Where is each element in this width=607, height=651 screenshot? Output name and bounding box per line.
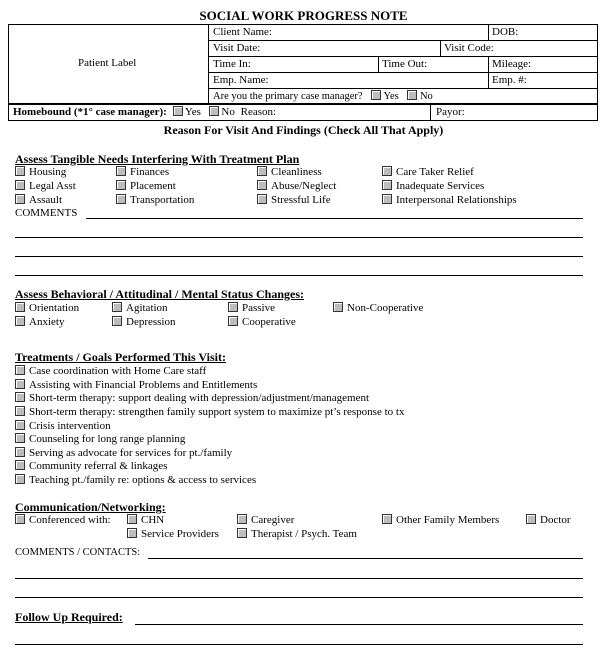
contacts-line[interactable]: [15, 597, 583, 598]
form-title: SOCIAL WORK PROGRESS NOTE: [199, 8, 408, 23]
homebound-yes-checkbox[interactable]: [173, 106, 183, 116]
option-label: Doctor: [540, 514, 571, 526]
stressful-life-checkbox[interactable]: [257, 194, 267, 204]
emp-name-field[interactable]: Emp. Name:: [213, 74, 269, 86]
other-family-checkbox[interactable]: [382, 514, 392, 524]
option-label: Conferenced with:: [29, 514, 111, 526]
treatment-checkbox[interactable]: [15, 406, 25, 416]
option-label: Interpersonal Relationships: [396, 194, 517, 206]
doctor-checkbox[interactable]: [526, 514, 536, 524]
agitation-option[interactable]: [112, 302, 168, 314]
caregiver-option[interactable]: [237, 514, 294, 526]
option-label: CHN: [141, 514, 165, 526]
treatment-label: Community referral & linkages: [29, 460, 168, 472]
primary-yes-checkbox[interactable]: [371, 90, 381, 100]
comments-line[interactable]: [15, 256, 583, 257]
option-label: Placement: [130, 180, 176, 192]
treatment-label: Case coordination with Home Care staff: [29, 365, 207, 377]
legal-asst-option[interactable]: [15, 180, 76, 192]
homebound-label: Homebound (*1° case manager):: [13, 106, 167, 118]
agitation-checkbox[interactable]: [112, 302, 122, 312]
reason-heading: Reason For Visit And Findings (Check All That Apply): [163, 123, 444, 137]
transportation-checkbox[interactable]: [116, 194, 126, 204]
treatment-label: Serving as advocate for services for pt./family: [29, 447, 233, 459]
visit-date-field[interactable]: Visit Date:: [213, 42, 261, 54]
treatment-item[interactable]: [15, 406, 404, 418]
followup-line[interactable]: [15, 644, 583, 645]
treatment-item[interactable]: [15, 420, 111, 432]
inadequate-services-option[interactable]: [382, 180, 484, 192]
option-label: Service Providers: [141, 528, 219, 540]
treatment-checkbox[interactable]: [15, 447, 25, 457]
comments-line[interactable]: [15, 275, 583, 276]
treatment-checkbox[interactable]: [15, 379, 25, 389]
reason-field[interactable]: Reason:: [240, 106, 277, 118]
orientation-checkbox[interactable]: [15, 302, 25, 312]
homebound-yes-label: Yes: [184, 106, 201, 118]
option-label: Other Family Members: [396, 514, 500, 526]
non-cooperative-checkbox[interactable]: [333, 302, 343, 312]
option-label: Agitation: [126, 302, 168, 314]
homebound-no-label: No: [221, 106, 235, 118]
treatment-item[interactable]: [15, 365, 206, 377]
legal-asst-checkbox[interactable]: [15, 180, 25, 190]
care-taker-relief-checkbox[interactable]: [382, 166, 392, 176]
treatment-item[interactable]: [15, 474, 256, 486]
non-cooperative-option[interactable]: [333, 302, 423, 314]
treatment-item[interactable]: [15, 379, 257, 391]
therapist-option[interactable]: [237, 528, 357, 540]
no-label: No: [419, 91, 433, 102]
conferenced-with-option[interactable]: [15, 514, 111, 526]
tangible-heading: Assess Tangible Needs Interfering With Treatment Plan: [15, 152, 300, 166]
dob-field[interactable]: DOB:: [492, 26, 519, 38]
caregiver-checkbox[interactable]: [237, 514, 247, 524]
option-label: Therapist / Psych. Team: [251, 528, 357, 540]
time-out-field[interactable]: Time Out:: [382, 58, 428, 70]
payor-field[interactable]: Payor:: [436, 106, 465, 118]
option-label: Housing: [29, 166, 67, 178]
placement-option[interactable]: [116, 180, 176, 192]
housing-option[interactable]: [15, 166, 66, 178]
treatment-item[interactable]: [15, 460, 167, 472]
option-label: Abuse/Neglect: [271, 180, 337, 192]
housing-checkbox[interactable]: [15, 166, 25, 176]
chn-checkbox[interactable]: [127, 514, 137, 524]
emp-number-field[interactable]: Emp. #:: [492, 74, 527, 86]
anxiety-checkbox[interactable]: [15, 316, 25, 326]
chn-option[interactable]: [127, 514, 164, 526]
inadequate-services-checkbox[interactable]: [382, 180, 392, 190]
transportation-option[interactable]: [116, 194, 194, 206]
depression-checkbox[interactable]: [112, 316, 122, 326]
option-label: Passive: [242, 302, 275, 314]
service-providers-option[interactable]: [127, 528, 219, 540]
option-label: Cooperative: [242, 316, 296, 328]
treatment-label: Short-term therapy: support dealing with depression/adjustment/management: [29, 392, 370, 404]
contacts-label: COMMENTS / CONTACTS:: [15, 547, 141, 558]
care-taker-relief-option[interactable]: [382, 166, 474, 178]
time-in-field[interactable]: Time In:: [213, 58, 251, 70]
treatment-checkbox[interactable]: [15, 392, 25, 402]
stressful-life-option[interactable]: [257, 194, 331, 206]
tangible-comments-label: COMMENTS: [15, 207, 78, 219]
abuse-neglect-option[interactable]: [257, 180, 336, 192]
treatment-checkbox[interactable]: [15, 474, 25, 484]
treatment-checkbox[interactable]: [15, 433, 25, 443]
followup-heading: Follow Up Required:: [15, 610, 123, 624]
cleanliness-checkbox[interactable]: [257, 166, 267, 176]
cleanliness-option[interactable]: [257, 166, 322, 178]
cooperative-checkbox[interactable]: [228, 316, 238, 326]
conferenced-checkbox[interactable]: [15, 514, 25, 524]
treatment-label: Counseling for long range planning: [29, 433, 186, 445]
option-label: Transportation: [130, 194, 195, 206]
primary-no-checkbox[interactable]: [407, 90, 417, 100]
treatments-heading: Treatments / Goals Performed This Visit:: [15, 350, 226, 364]
option-label: Inadequate Services: [396, 180, 485, 192]
option-label: Legal Asst: [29, 180, 76, 192]
option-label: Finances: [130, 166, 170, 178]
finances-option[interactable]: [116, 166, 169, 178]
option-label: Anxiety: [29, 316, 65, 328]
treatment-label: Teaching pt./family re: options & access to services: [29, 474, 257, 486]
comments-line[interactable]: [15, 237, 583, 238]
passive-option[interactable]: [228, 302, 275, 314]
treatment-item[interactable]: [15, 433, 185, 445]
option-label: Stressful Life: [271, 194, 331, 206]
option-label: Orientation: [29, 302, 80, 314]
treatment-label: Assisting with Financial Problems and Entitlements: [29, 379, 258, 391]
primary-question: Are you the primary case manager?: [213, 91, 363, 102]
option-label: Caregiver: [251, 514, 295, 526]
depression-option[interactable]: [112, 316, 176, 328]
homebound-group: [13, 106, 276, 118]
treatment-item[interactable]: [15, 447, 232, 459]
option-label: Care Taker Relief: [396, 166, 474, 178]
interpersonal-relationships-option[interactable]: [382, 194, 517, 206]
anxiety-option[interactable]: [15, 316, 64, 328]
treatment-label: Short-term therapy: strengthen family support system to maximize pt’s response to tx: [29, 406, 405, 418]
assault-option[interactable]: [15, 194, 62, 206]
patient-label: Patient Label: [78, 57, 137, 69]
client-name-field[interactable]: Client Name:: [213, 26, 272, 38]
option-label: Non-Cooperative: [347, 302, 424, 314]
primary-case-manager-row: [213, 90, 433, 102]
homebound-no-checkbox[interactable]: [209, 106, 219, 116]
communication-heading: Communication/Networking:: [15, 500, 166, 514]
other-family-option[interactable]: [382, 514, 499, 526]
contacts-line[interactable]: [148, 558, 583, 559]
cooperative-option[interactable]: [228, 316, 296, 328]
contacts-line[interactable]: [15, 578, 583, 579]
orientation-option[interactable]: [15, 302, 79, 314]
option-label: Cleanliness: [271, 166, 322, 178]
interpersonal-relationships-checkbox[interactable]: [382, 194, 392, 204]
treatment-checkbox[interactable]: [15, 365, 25, 375]
service-providers-checkbox[interactable]: [127, 528, 137, 538]
yes-label: Yes: [383, 91, 399, 102]
treatment-checkbox[interactable]: [15, 420, 25, 430]
behavioral-heading: Assess Behavioral / Attitudinal / Mental Status Changes:: [15, 287, 305, 301]
assault-checkbox[interactable]: [15, 194, 25, 204]
therapist-checkbox[interactable]: [237, 528, 247, 538]
abuse-neglect-checkbox[interactable]: [257, 180, 267, 190]
doctor-option[interactable]: [526, 514, 571, 526]
finances-checkbox[interactable]: [116, 166, 126, 176]
placement-checkbox[interactable]: [116, 180, 126, 190]
treatment-label: Crisis intervention: [29, 420, 111, 432]
followup-line[interactable]: [135, 624, 583, 625]
treatment-checkbox[interactable]: [15, 460, 25, 470]
treatment-item[interactable]: [15, 392, 369, 404]
visit-code-field[interactable]: Visit Code:: [444, 42, 494, 54]
option-label: Assault: [29, 194, 62, 206]
mileage-field[interactable]: Mileage:: [492, 58, 532, 70]
passive-checkbox[interactable]: [228, 302, 238, 312]
comments-line[interactable]: [86, 218, 583, 219]
option-label: Depression: [126, 316, 176, 328]
